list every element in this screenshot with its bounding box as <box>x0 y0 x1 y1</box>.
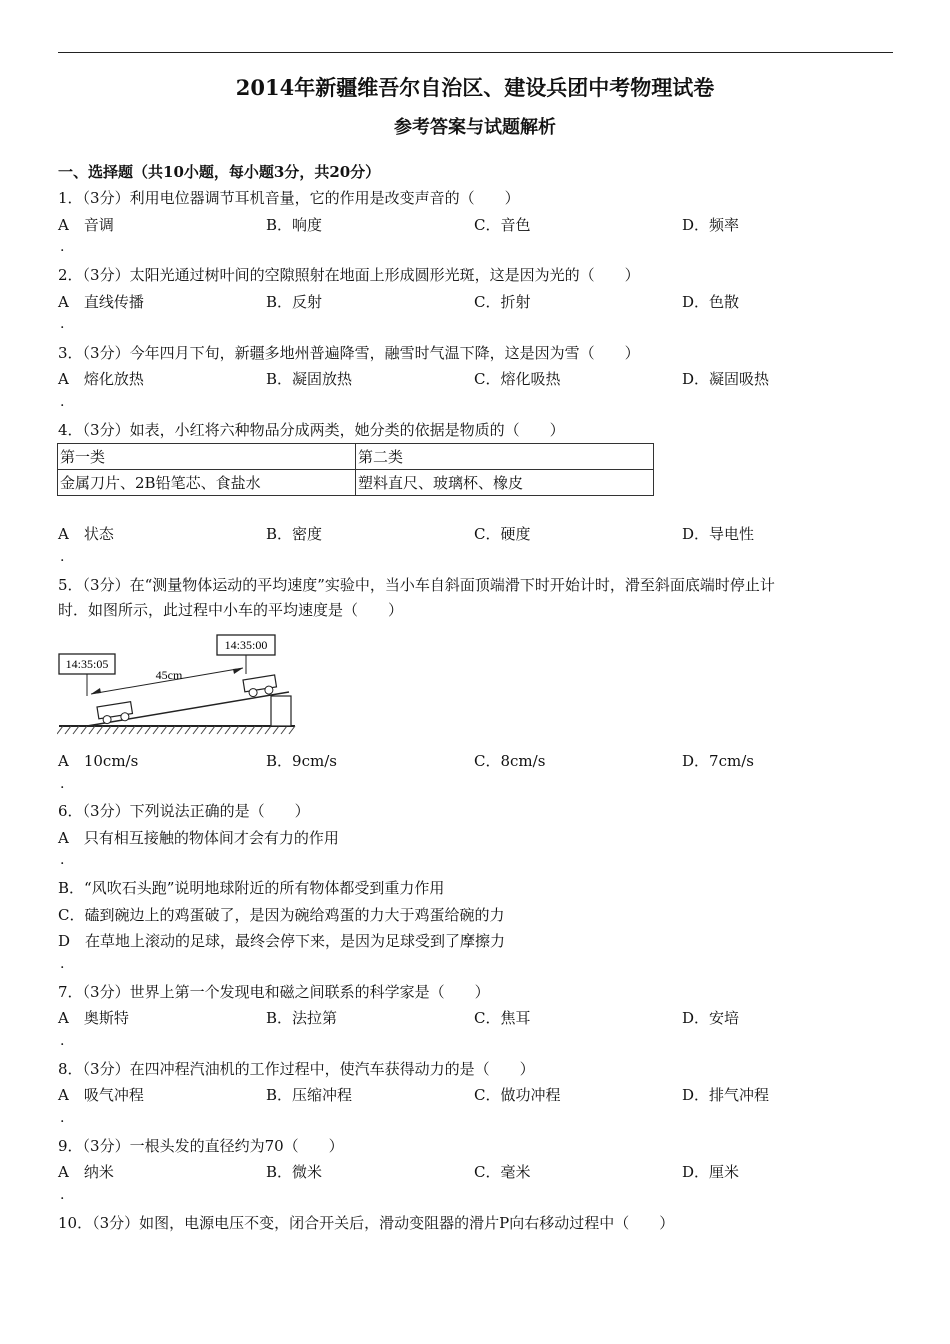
dot-mark: . <box>60 549 65 565</box>
question-10: 10．（3分）如图，电源电压不变，闭合开关后，滑动变阻器的滑片P向右移动过程中（ ） <box>58 1214 675 1232</box>
table-cell: 第二类 <box>356 444 654 470</box>
q9-option-d: D．厘米 <box>682 1163 740 1181</box>
q2-option-b: B．反射 <box>266 293 323 311</box>
question-4: 4．（3分）如表，小红将六种物品分成两类，她分类的依据是物质的（ ） <box>58 421 565 439</box>
dot-mark: . <box>60 1033 65 1049</box>
page-subtitle: 参考答案与试题解析 <box>394 117 556 138</box>
q7-option-a: A 奥斯特 <box>58 1009 129 1027</box>
question-3: 3．（3分）今年四月下旬，新疆多地州普遍降雪，融雪时气温下降，这是因为雪（ ） <box>58 344 640 362</box>
question-7: 7．（3分）世界上第一个发现电和磁之间联系的科学家是（ ） <box>58 983 490 1001</box>
question-2: 2．（3分）太阳光通过树叶间的空隙照射在地面上形成圆形光斑，这是因为光的（ ） <box>58 266 640 284</box>
q3-option-a: A 熔化放热 <box>58 370 144 388</box>
dot-mark: . <box>60 239 65 255</box>
q1-option-b: B．响度 <box>266 216 323 234</box>
question-9: 9．（3分）一根头发的直径约为70（ ） <box>58 1137 344 1155</box>
q9-option-b: B．微米 <box>266 1163 323 1181</box>
dot-mark: . <box>60 394 65 410</box>
q4-option-b: B．密度 <box>266 525 323 543</box>
q4-option-d: D．导电性 <box>682 525 755 543</box>
table-row <box>58 470 654 496</box>
dot-mark: . <box>60 956 65 972</box>
dot-mark: . <box>60 1187 65 1203</box>
support-block <box>271 696 291 726</box>
clock-end-time: 14:35:05 <box>65 657 109 671</box>
q9-option-c: C．毫米 <box>474 1163 531 1181</box>
q6-option-b: B．“风吹石头跑”说明地球附近的所有物体都受到重力作用 <box>58 879 445 897</box>
q3-option-b: B．凝固放热 <box>266 370 353 388</box>
arrow-head-left <box>91 688 101 694</box>
q6-option-c: C．磕到碗边上的鸡蛋破了，是因为碗给鸡蛋的力大于鸡蛋给碗的力 <box>58 906 505 924</box>
q2-option-c: C．折射 <box>474 293 531 311</box>
question-6: 6．（3分）下列说法正确的是（ ） <box>58 802 310 820</box>
q1-option-c: C．音色 <box>474 216 531 234</box>
q3-option-d: D．凝固吸热 <box>682 370 770 388</box>
table-cell: 金属刀片、2B铅笔芯、食盐水 <box>58 470 356 496</box>
q9-option-a: A 纳米 <box>58 1163 114 1181</box>
ground-hatch <box>57 726 295 734</box>
incline-figure <box>57 630 307 736</box>
question-8: 8．（3分）在四冲程汽油机的工作过程中，使汽车获得动力的是（ ） <box>58 1060 535 1078</box>
q5-option-a: A 10cm/s <box>58 752 139 770</box>
clock-start-time: 14:35:00 <box>224 638 268 652</box>
q6-option-a: A 只有相互接触的物体间才会有力的作用 <box>58 829 339 847</box>
q8-option-c: C．做功冲程 <box>474 1086 561 1104</box>
dot-mark: . <box>60 776 65 792</box>
question-5: 5．（3分）在“测量物体运动的平均速度”实验中，当小车自斜面顶端滑下时开始计时，滑至斜面底端时停止计 <box>58 576 775 594</box>
dot-mark: . <box>60 1110 65 1126</box>
q2-option-a: A 直线传播 <box>58 293 144 311</box>
dot-mark: . <box>60 316 65 332</box>
q5-option-d: D．7cm/s <box>682 752 754 770</box>
classification-table <box>57 443 654 496</box>
table-header-row <box>58 444 654 470</box>
q8-option-a: A 吸气冲程 <box>58 1086 144 1104</box>
q2-option-d: D．色散 <box>682 293 740 311</box>
distance-label: 45cm <box>155 668 183 682</box>
question-5-cont: 时．如图所示，此过程中小车的平均速度是（ ） <box>58 601 404 619</box>
question-1: 1．（3分）利用电位器调节耳机音量，它的作用是改变声音的（ ） <box>58 189 520 207</box>
page-title: 2014年新疆维吾尔自治区、建设兵团中考物理试卷 <box>235 75 715 100</box>
arrow-head-right <box>233 668 243 674</box>
table-cell: 第一类 <box>58 444 356 470</box>
q6-option-d: D 在草地上滚动的足球，最终会停下来，是因为足球受到了摩擦力 <box>58 932 506 950</box>
q8-option-b: B．压缩冲程 <box>266 1086 353 1104</box>
q4-option-c: C．硬度 <box>474 525 531 543</box>
top-rule <box>58 52 893 53</box>
q7-option-d: D．安培 <box>682 1009 740 1027</box>
q1-option-d: D．频率 <box>682 216 740 234</box>
q5-option-c: C．8cm/s <box>474 752 546 770</box>
q7-option-b: B．法拉第 <box>266 1009 338 1027</box>
q4-option-a: A 状态 <box>58 525 114 543</box>
table-cell: 塑料直尺、玻璃杯、橡皮 <box>356 470 654 496</box>
q5-option-b: B．9cm/s <box>266 752 337 770</box>
dot-mark: . <box>60 852 65 868</box>
q8-option-d: D．排气冲程 <box>682 1086 770 1104</box>
section-heading: 一、选择题（共10小题，每小题3分，共20分） <box>58 163 381 181</box>
q1-option-a: A 音调 <box>58 216 114 234</box>
q3-option-c: C．熔化吸热 <box>474 370 561 388</box>
q7-option-c: C．焦耳 <box>474 1009 531 1027</box>
